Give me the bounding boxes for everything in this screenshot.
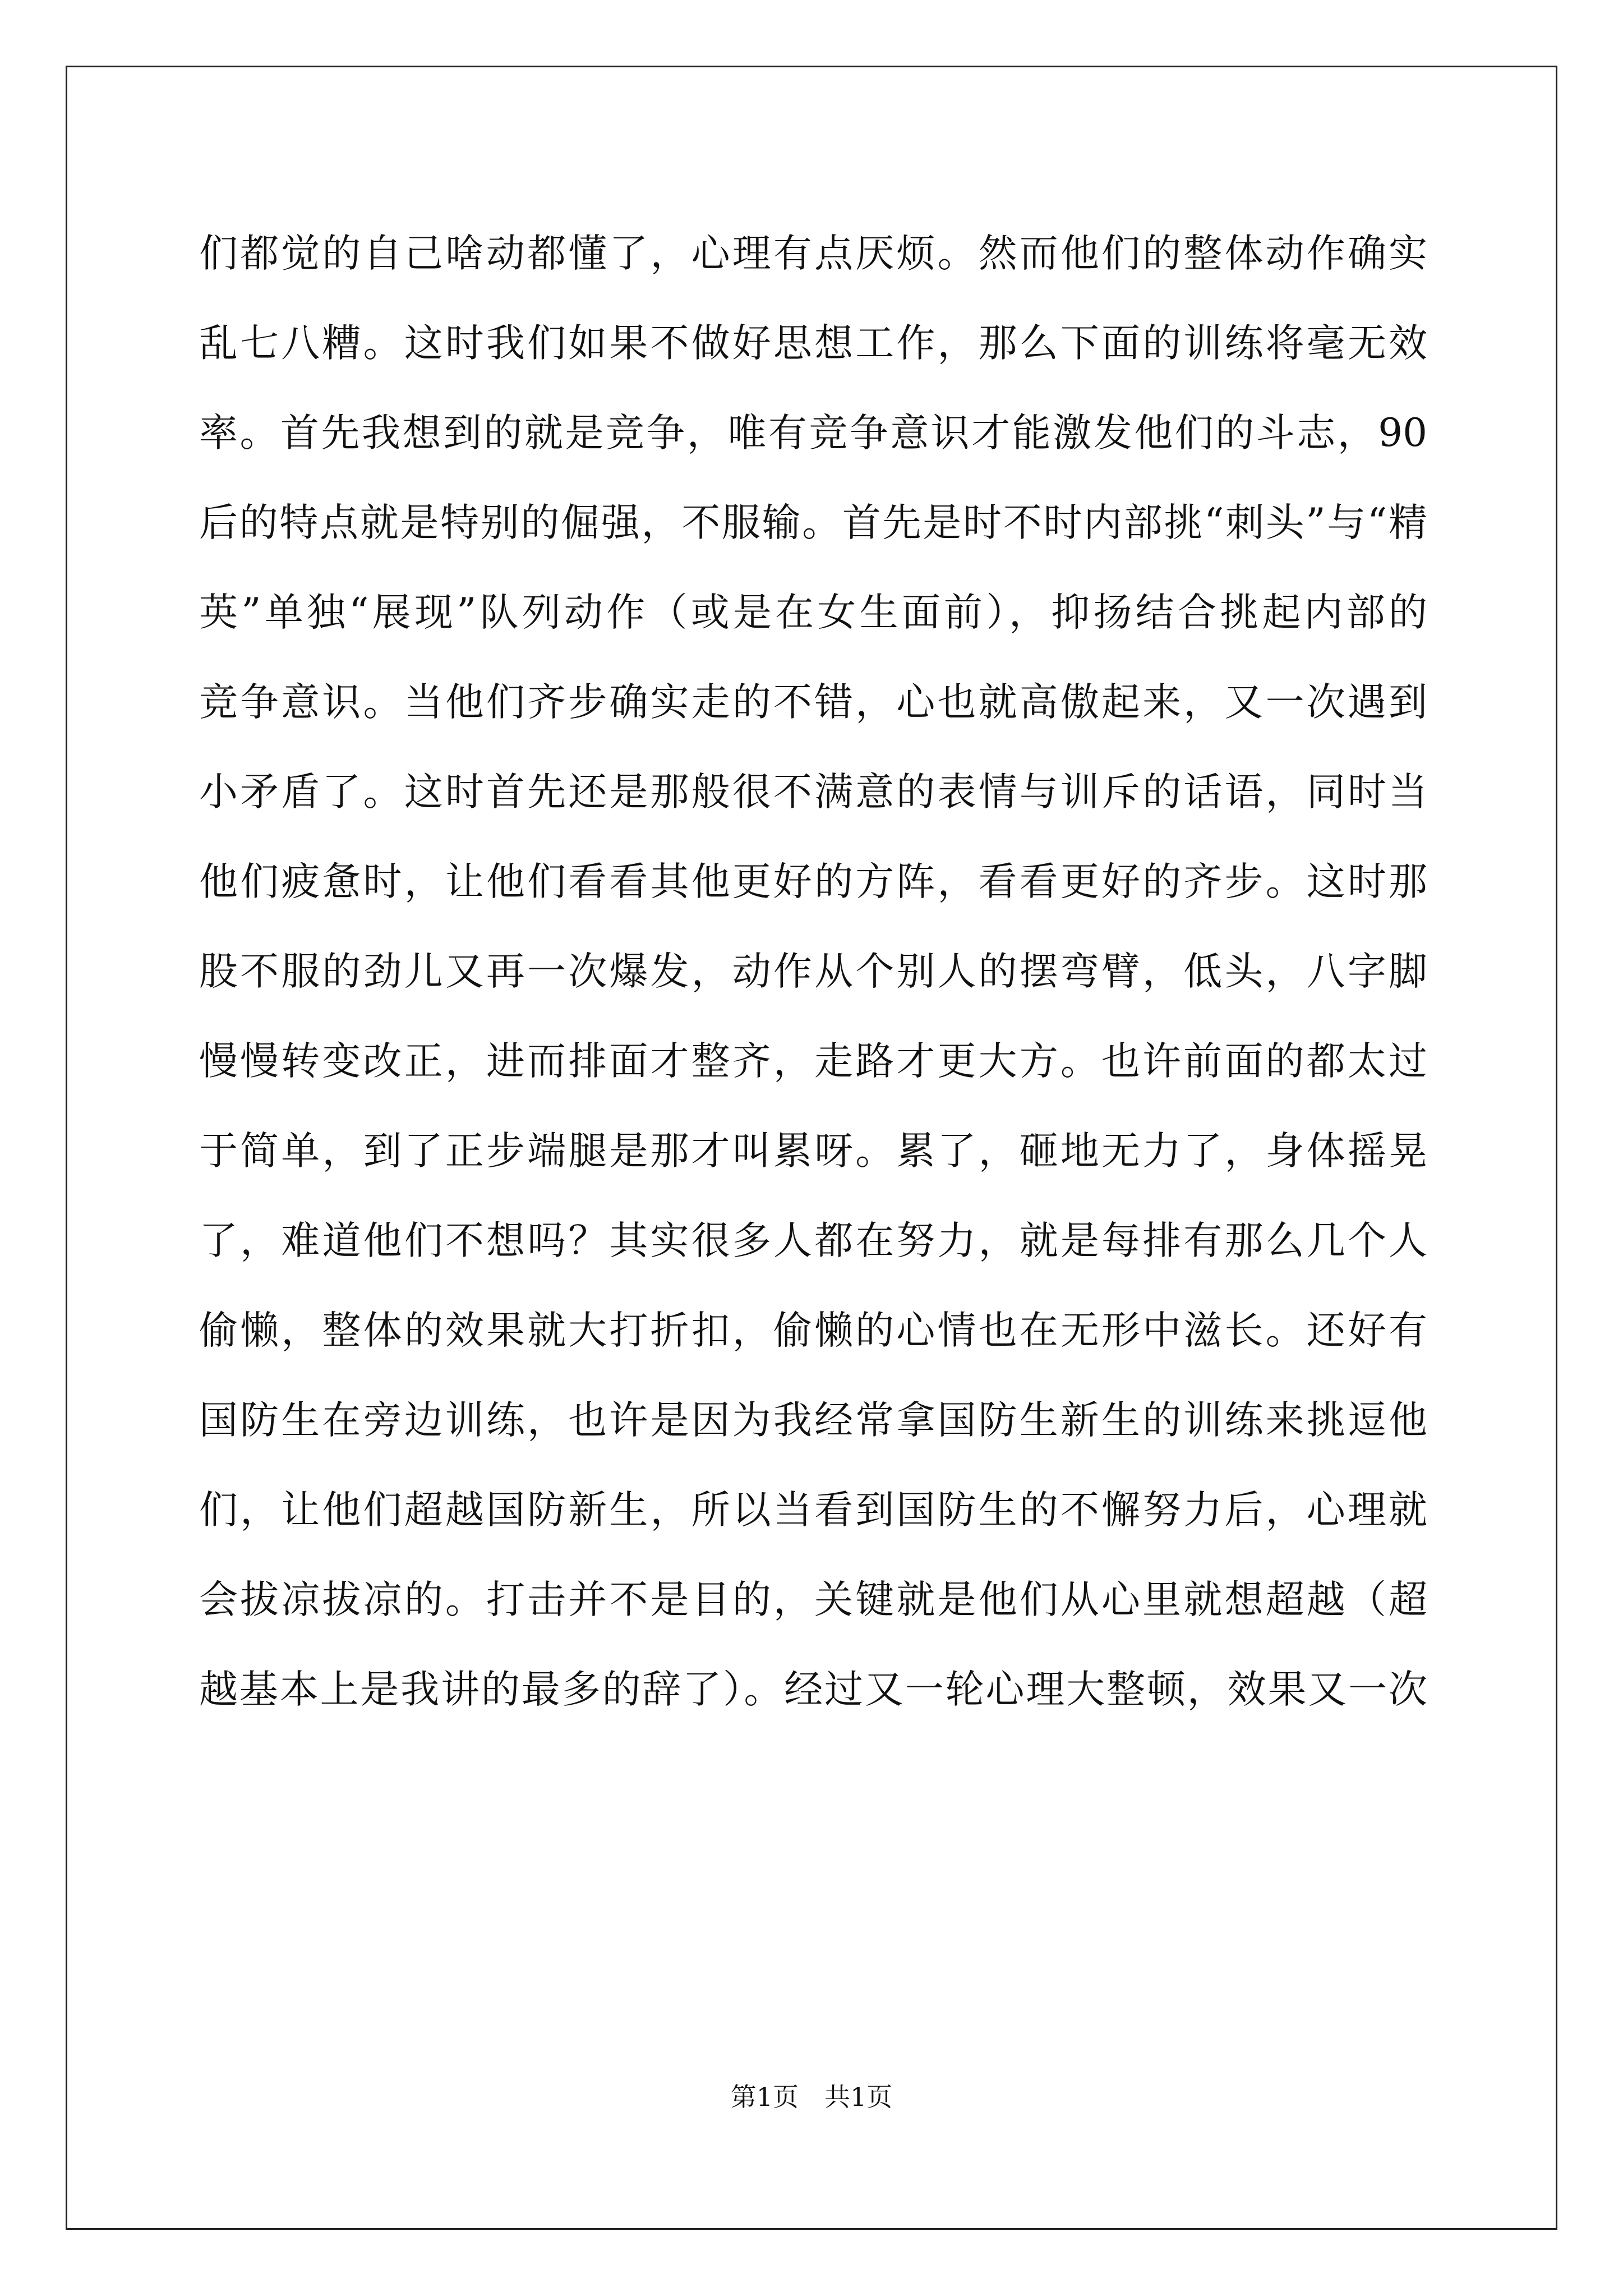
text-line: 慢慢转变改正，进而排面才整齐，走路才更大方。也许前面的都太过	[199, 1039, 1427, 1084]
text-line: 小矛盾了。这时首先还是那般很不满意的表情与训斥的话语，同时当	[199, 770, 1427, 815]
text-line: 于简单，到了正步端腿是那才叫累呀。累了，砸地无力了，身体摇晃	[199, 1129, 1427, 1174]
text-line: 会拔凉拔凉的。打击并不是目的，关键就是他们从心里就想超越（超	[199, 1577, 1427, 1622]
text-line: 偷懒，整体的效果就大打折扣，偷懒的心情也在无形中滋长。还好有	[199, 1308, 1427, 1353]
text-line: 国防生在旁边训练，也许是因为我经常拿国防生新生的训练来挑逗他	[199, 1398, 1427, 1443]
page-total: 共1页	[824, 2082, 893, 2112]
text-line: 他们疲惫时，让他们看看其他更好的方阵，看看更好的齐步。这时那	[199, 859, 1427, 904]
document-body	[199, 209, 1427, 1734]
text-line: 们都觉的自己啥动都懂了，心理有点厌烦。然而他们的整体动作确实	[199, 231, 1427, 276]
text-line: 乱七八糟。这时我们如果不做好思想工作，那么下面的训练将毫无效	[199, 321, 1427, 366]
text-line: 竞争意识。当他们齐步确实走的不错，心也就高傲起来，又一次遇到	[199, 680, 1427, 725]
text-line: 股不服的劲儿又再一次爆发，动作从个别人的摆弯臂，低头，八字脚	[199, 949, 1427, 994]
text-line: 率。首先我想到的就是竞争，唯有竞争意识才能激发他们的斗志，90	[199, 411, 1427, 455]
text-line: 了，难道他们不想吗？其实很多人都在努力，就是每排有那么几个人	[199, 1218, 1427, 1263]
text-line: 后的特点就是特别的倔强，不服输。首先是时不时内部挑“刺头”与“精	[199, 500, 1427, 545]
text-line: 越基本上是我讲的最多的辞了）。经过又一轮心理大整顿，效果又一次	[199, 1667, 1427, 1712]
text-line: 英”单独“展现”队列动作（或是在女生面前），抑扬结合挑起内部的	[199, 590, 1427, 635]
page-footer	[0, 2080, 1623, 2114]
page-number: 第1页	[730, 2082, 799, 2112]
text-line: 们，让他们超越国防新生，所以当看到国防生的不懈努力后，心理就	[199, 1488, 1427, 1533]
